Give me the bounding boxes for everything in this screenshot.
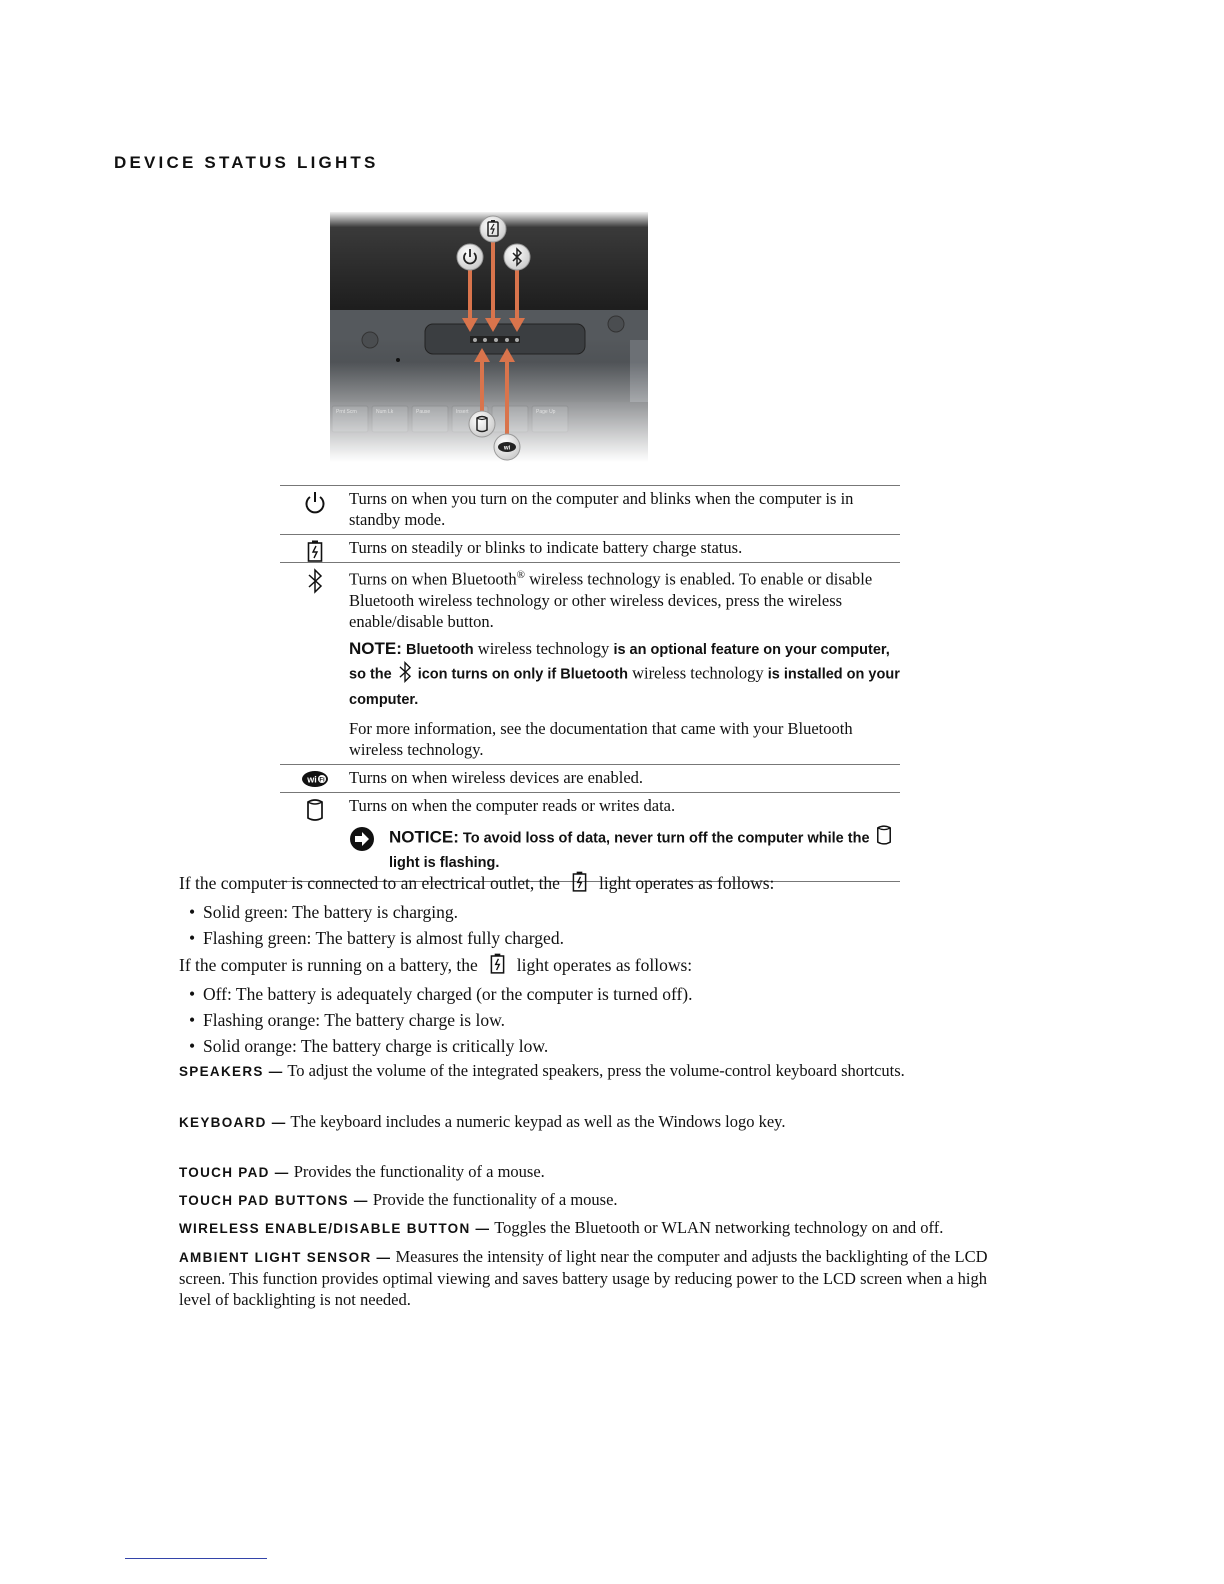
- list-item: • Solid green: The battery is charging.: [179, 899, 1009, 925]
- battery-section: [179, 952, 1009, 1059]
- battery-icon: [572, 871, 587, 892]
- hard-drive-icon: [306, 798, 324, 822]
- note-label: NOTE:: [349, 638, 402, 658]
- table-row: [280, 535, 900, 563]
- term-ambient-light-sensor: AMBIENT LIGHT SENSOR — Measures the intensity of light near the computer and adjusts the backlighting of the LCD screen. This function provides optimal viewing and saves battery usage by reducing power to the LCD screen when a high level of backlighting is not needed.: [179, 1247, 988, 1309]
- svg-text:Fi: Fi: [318, 777, 325, 783]
- callout-power: [457, 244, 483, 270]
- list-item: • Flashing orange: The battery charge is low.: [179, 1007, 1009, 1033]
- list-item: • Off: The battery is adequately charged (or the computer is turned off).: [179, 981, 1009, 1007]
- section-title: DEVICE STATUS LIGHTS: [114, 153, 379, 172]
- note: NOTE: Bluetooth wireless technology is an optional feature on your computer, so the icon turns on only if Bluetooth wireless technology is installed on your computer.: [349, 638, 900, 708]
- row-text: Turns on when you turn on the computer and blinks when the computer is in standby mode.: [349, 489, 854, 529]
- svg-text:wi: wi: [306, 774, 317, 784]
- list-item: • Solid orange: The battery charge is critically low.: [179, 1033, 1009, 1059]
- table-row: [280, 765, 900, 793]
- battery-icon: [307, 540, 323, 562]
- hard-drive-icon: [876, 824, 892, 846]
- electrical-section: [179, 870, 1009, 951]
- term-speakers: SPEAKERS — To adjust the volume of the integrated speakers, press the volume-control keyboard shortcuts.: [179, 1061, 905, 1080]
- status-lights-figure: [330, 212, 648, 462]
- power-icon: [304, 491, 326, 515]
- term-touch-pad: TOUCH PAD — Provides the functionality of a mouse.: [179, 1162, 545, 1181]
- callout-bluetooth: [504, 244, 530, 270]
- notice-arrow-icon: [349, 826, 375, 852]
- bluetooth-icon: [398, 661, 412, 683]
- row-text: Turns on when wireless devices are enabled.: [349, 767, 644, 787]
- term-keyboard: KEYBOARD — The keyboard includes a numeric keypad as well as the Windows logo key.: [179, 1112, 786, 1131]
- callout-battery: [480, 216, 506, 242]
- bluetooth-icon: [307, 568, 323, 594]
- row-text: Turns on when Bluetooth® wireless technology is enabled. To enable or disable Bluetooth wireless technology or other wireless devices, press the wireless enable/disable button.: [349, 569, 873, 631]
- footer-rule: [125, 1558, 267, 1559]
- svg-text:wi: wi: [503, 445, 511, 452]
- notice-label: NOTICE:: [389, 826, 459, 846]
- notice: NOTICE: To avoid loss of data, never turn off the computer while the light is flashing.: [349, 824, 900, 874]
- table-row: [280, 486, 900, 535]
- table-row: [280, 563, 900, 765]
- term-touch-pad-buttons: TOUCH PAD BUTTONS — Provide the functionality of a mouse.: [179, 1190, 618, 1209]
- term-wireless-button: WIRELESS ENABLE/DISABLE BUTTON — Toggles the Bluetooth or WLAN networking technology on and off.: [179, 1218, 944, 1237]
- more-info: For more information, see the documentation that came with your Bluetooth wireless technology.: [349, 718, 853, 759]
- row-text: Turns on when the computer reads or writes data.: [349, 795, 676, 815]
- battery-icon: [490, 953, 505, 974]
- status-lights-table: [280, 485, 900, 882]
- table-row: [280, 793, 900, 882]
- row-text: Turns on steadily or blinks to indicate battery charge status.: [349, 538, 743, 557]
- callout-wifi: [494, 434, 520, 460]
- list-item: • Flashing green: The battery is almost fully charged.: [179, 925, 1009, 951]
- electrical-intro: If the computer is connected to an electrical outlet, the light operates as follows:: [179, 870, 1009, 899]
- callout-hard-drive: [469, 411, 495, 437]
- battery-intro: If the computer is running on a battery, the light operates as follows:: [179, 952, 1009, 981]
- wifi-icon: [301, 770, 329, 788]
